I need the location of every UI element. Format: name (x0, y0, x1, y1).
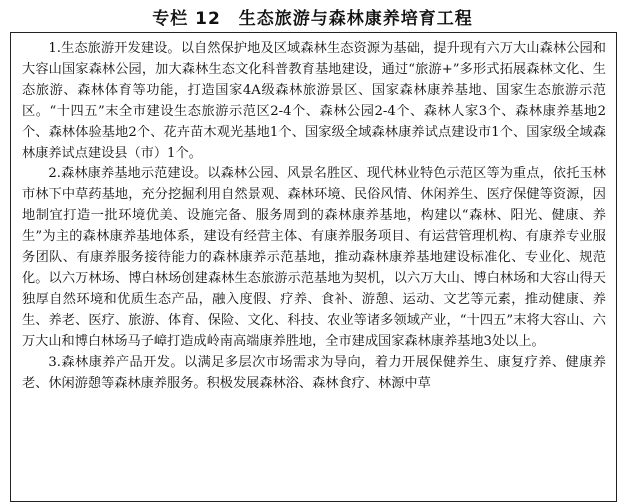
paragraph-forest-wellness-base: 2.森林康养基地示范建设。以森林公园、风景名胜区、现代林业特色示范区等为重点，依托玉林市林下中草药基地，充分挖掘利用自然景观、森林环境、民俗风情、休闲养生、医疗保健等资源，因地制宜打造一批环境优美、设施完备、服务周到的森林康养基地，构建以“森林、阳光、健康、养生”为主的森林康养基地体系，建设有经营主体、有康养服务项目、有运营管理机构、有康养专业服务团队、有康养服务接待能力的森林康养示范基地，推动森林康养基地建设标准化、专业化、规范化。以六万林场、博白林场创建森林生态旅游示范基地为契机，以六万大山、博白林场和大容山得天独厚自然环境和优质生态产品，融入度假、疗养、食补、游憩、运动、文艺等元素，推动健康、养生、养老、医疗、旅游、体育、保险、文化、科技、农业等诸多领域产业，“十四五”末将大容山、六万大山和博白林场马子嶂打造成岭南高端康养胜地，全市建成国家森林康养基地3处以上。 (22, 166, 606, 349)
column-box (10, 32, 617, 502)
paragraph-forest-wellness-products: 3.森林康养产品开发。以满足多层次市场需求为导向，着力开展保健养生、康复疗养、健康养老、休闲游憩等森林康养服务。积极发展森林浴、森林食疗、林源中草 (22, 354, 606, 391)
paragraph-eco-tourism: 1.生态旅游开发建设。以自然保护地及区域森林生态资源为基础，提升现有六万大山森林公园和大容山国家森林公园，加大森林生态文化科普教育基地建设，通过“旅游+”多形式拓展森林文化、生态旅游、森林体育等功能，打造国家4A级森林旅游景区、国家森林康养基地、国家生态旅游示范区。“十四五”末全市建设生态旅游示范区2-4个、森林公园2-4个、森林人家3个、森林康养基地2个、森林体验基地2个、花卉苗木观光基地1个、国家级全域森林康养试点建设市1个、国家级全域森林康养试点建设县（市）1个。 (22, 41, 606, 161)
column-title: 专栏 12 生态旅游与森林康养培育工程 (152, 9, 473, 29)
column-body (22, 39, 606, 394)
